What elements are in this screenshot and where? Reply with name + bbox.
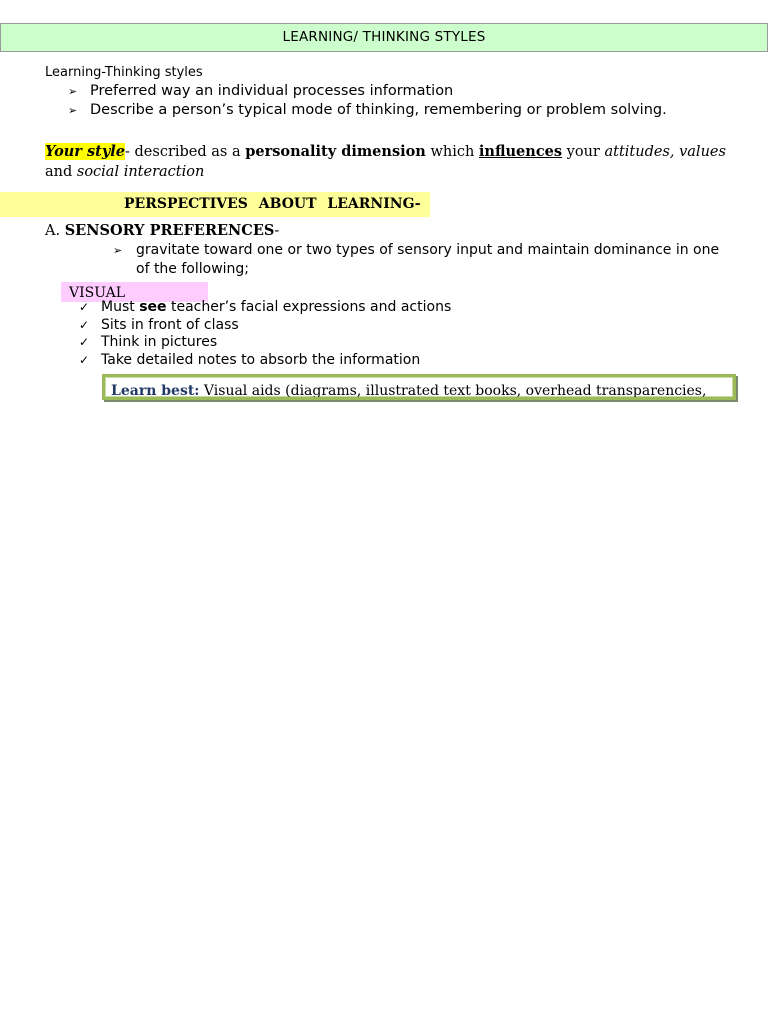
personality-dimension-text: personality dimension [245, 143, 426, 160]
list-item [79, 317, 451, 335]
visual-heading-text: VISUAL [69, 285, 126, 301]
list-item [79, 334, 451, 352]
sensory-bullet [113, 241, 723, 279]
learn-best-label: Learn best: [111, 383, 200, 399]
list-item-text: Sits in front of class [101, 316, 239, 333]
list-item [68, 101, 667, 120]
list-item [79, 352, 451, 370]
section-letter: A. [45, 223, 65, 239]
list-item-text: Must [101, 299, 140, 315]
learn-best-text: Visual aids (diagrams, illustrated text books, overhead transparencies, [199, 383, 707, 399]
para-text: your [562, 144, 605, 160]
arrow-bullet-icon: ➢ [68, 104, 78, 117]
checkmark-icon: ✓ [79, 335, 90, 349]
list-item-text: Preferred way an individual processes information [90, 83, 454, 99]
list-item-text: Take detailed notes to absorb the information [101, 351, 421, 368]
perspectives-heading-text: PERSPECTIVES ABOUT LEARNING- [124, 196, 421, 212]
heading-dash: - [274, 223, 280, 239]
list-item-text: teacher’s facial expressions and actions [166, 299, 452, 315]
sensory-heading-text: SENSORY PREFERENCES [64, 222, 275, 239]
your-style-paragraph [45, 142, 745, 182]
para-text: - described as a [125, 144, 246, 160]
intro-bullet-list [68, 82, 667, 120]
document-title [0, 23, 768, 52]
checkmark-icon: ✓ [79, 352, 90, 367]
learn-best-box [102, 374, 736, 400]
arrow-bullet-icon: ➢ [68, 85, 78, 98]
sensory-bullet-text: gravitate toward one or two types of sensory input and maintain dominance in one of the following; [136, 242, 720, 277]
attitudes-values-text: attitudes, values [604, 144, 726, 160]
influences-text: influences [478, 143, 563, 160]
document-title-text: LEARNING/ THINKING STYLES [282, 29, 486, 45]
arrow-bullet-icon: ➢ [113, 244, 123, 257]
list-item [79, 299, 451, 317]
checkmark-icon: ✓ [79, 317, 90, 332]
list-item-text: Describe a person’s typical mode of thinking, remembering or problem solving. [90, 102, 667, 118]
learning-thinking-subheading: Learning-Thinking styles [45, 65, 203, 80]
list-item [68, 82, 667, 101]
list-item-text: Think in pictures [101, 334, 218, 350]
visual-check-list [79, 299, 451, 369]
perspectives-heading [0, 192, 430, 217]
sensory-preferences-heading [45, 221, 279, 241]
your-style-term: Your style [45, 143, 126, 160]
checkmark-icon: ✓ [79, 300, 90, 314]
para-text: which [425, 144, 479, 160]
para-text: and [45, 164, 77, 180]
see-emphasis: see [139, 299, 167, 315]
social-interaction-text: social interaction [76, 164, 205, 180]
